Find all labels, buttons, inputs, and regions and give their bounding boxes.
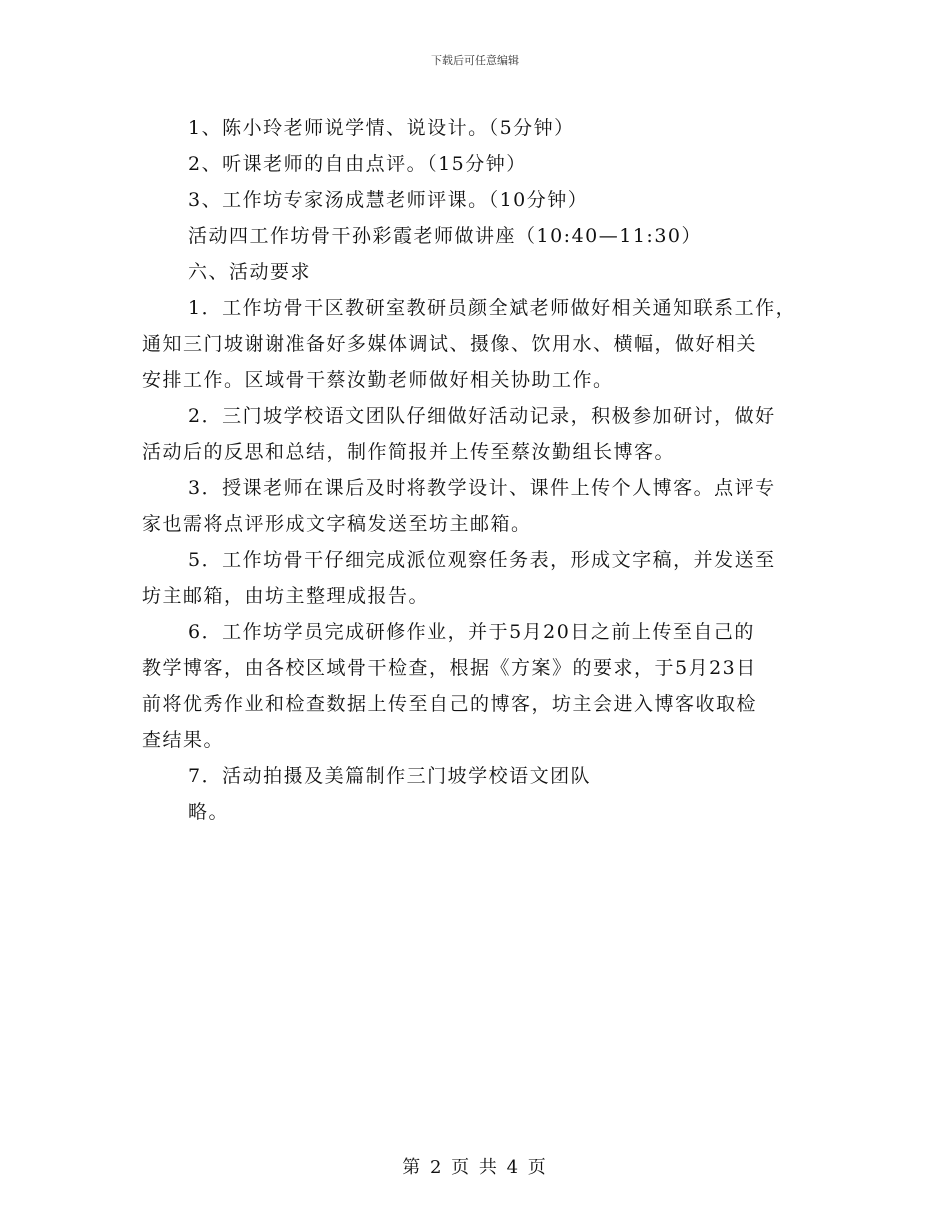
requirement-7-line-1: 7．活动拍摄及美篇制作三门坡学校语文团队	[188, 765, 592, 787]
requirement-5-line-1: 5．工作坊骨干仔细完成派位观察任务表，形成文字稿，并发送至	[188, 549, 776, 571]
requirement-5-line-2: 坊主邮箱，由坊主整理成报告。	[142, 585, 430, 607]
section-heading-requirements: 六、活动要求	[188, 261, 312, 283]
requirement-1-line-3: 安排工作。区域骨干蔡汝勤老师做好相关协助工作。	[142, 369, 614, 391]
requirement-3-line-1: 3．授课老师在课后及时将教学设计、课件上传个人博客。点评专	[188, 477, 776, 499]
list-item-expert-review: 3、工作坊专家汤成慧老师评课。（10分钟）	[188, 189, 589, 211]
list-item-free-comment: 2、听课老师的自由点评。（15分钟）	[188, 153, 527, 175]
requirement-6-line-3: 前将优秀作业和检查数据上传至自己的博客，坊主会进入博客收取检	[142, 693, 758, 715]
requirement-3-line-2: 家也需将点评形成文字稿发送至坊主邮箱。	[142, 513, 532, 535]
page-header: 下载后可任意编辑	[431, 54, 519, 67]
requirement-2-line-1: 2．三门坡学校语文团队仔细做好活动记录，积极参加研讨，做好	[188, 405, 776, 427]
document-body	[142, 110, 842, 830]
requirement-6-line-1: 6．工作坊学员完成研修作业，并于5月20日之前上传至自己的	[188, 621, 755, 643]
requirement-6-line-4: 查结果。	[142, 729, 225, 751]
page-footer: 第 2 页 共 4 页	[402, 1157, 548, 1178]
activity-four-lecture: 活动四工作坊骨干孙彩霞老师做讲座（10:40—11:30）	[188, 225, 703, 247]
omitted-note: 略。	[188, 801, 230, 823]
requirement-6-line-2: 教学博客，由各校区域骨干检查，根据《方案》的要求，于5月23日	[142, 657, 757, 679]
requirement-1-line-1: 1．工作坊骨干区教研室教研员颜全斌老师做好相关通知联系工作，	[188, 297, 797, 319]
requirement-2-line-2: 活动后的反思和总结，制作简报并上传至蔡汝勤组长博客。	[142, 441, 676, 463]
list-item-report-design: 1、陈小玲老师说学情、说设计。（5分钟）	[188, 117, 575, 139]
requirement-1-line-2: 通知三门坡谢谢准备好多媒体调试、摄像、饮用水、横幅，做好相关	[142, 333, 758, 355]
